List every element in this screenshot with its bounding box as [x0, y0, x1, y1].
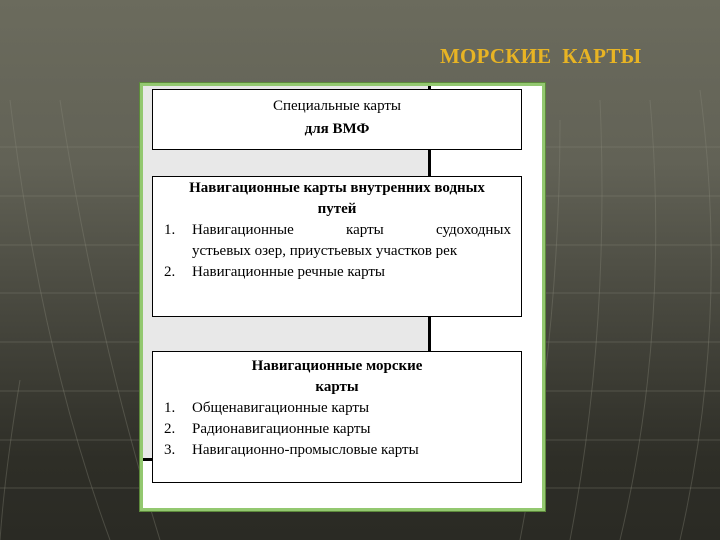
chart-type-list — [153, 398, 521, 461]
box-title — [153, 90, 521, 141]
list-text: Навигационные речные карты — [192, 264, 386, 280]
box-title-line: для ВМФ — [304, 121, 370, 137]
diagram-panel — [140, 83, 545, 511]
list-item — [153, 398, 511, 419]
list-text: Навигационно-промысловые карты — [192, 442, 419, 458]
slide-title: МОРСКИЕ КАРТЫ — [440, 44, 642, 68]
box-sea-navigation-charts — [152, 351, 522, 483]
list-item — [153, 262, 511, 283]
list-number: 1. — [164, 400, 176, 416]
box-title-line: путей — [317, 201, 357, 217]
list-text-line: устьевых озер, приустьевых участков рек — [192, 243, 458, 259]
box-title-line: карты — [315, 379, 359, 395]
box-inland-waterway-charts — [152, 176, 522, 317]
list-number: 3. — [164, 442, 176, 458]
box-title-line: Навигационные карты внутренних водных — [189, 180, 485, 196]
box-special-charts-navy — [152, 89, 522, 150]
box-title-line: Навигационные морские — [251, 358, 423, 374]
list-number: 1. — [164, 222, 176, 238]
list-item — [153, 419, 511, 440]
chart-type-list — [153, 220, 521, 283]
list-text: Радионавигационные карты — [192, 421, 371, 437]
box-title — [153, 352, 521, 398]
list-text-line: Навигационные карты судоходных — [192, 222, 511, 238]
list-number: 2. — [164, 264, 176, 280]
list-item — [153, 440, 511, 461]
box-title-line: Специальные карты — [272, 98, 402, 114]
box-title — [153, 177, 521, 220]
list-text: Общенавигационные карты — [192, 400, 370, 416]
list-number: 2. — [164, 421, 176, 437]
list-text — [192, 220, 511, 262]
list-item — [153, 220, 511, 262]
